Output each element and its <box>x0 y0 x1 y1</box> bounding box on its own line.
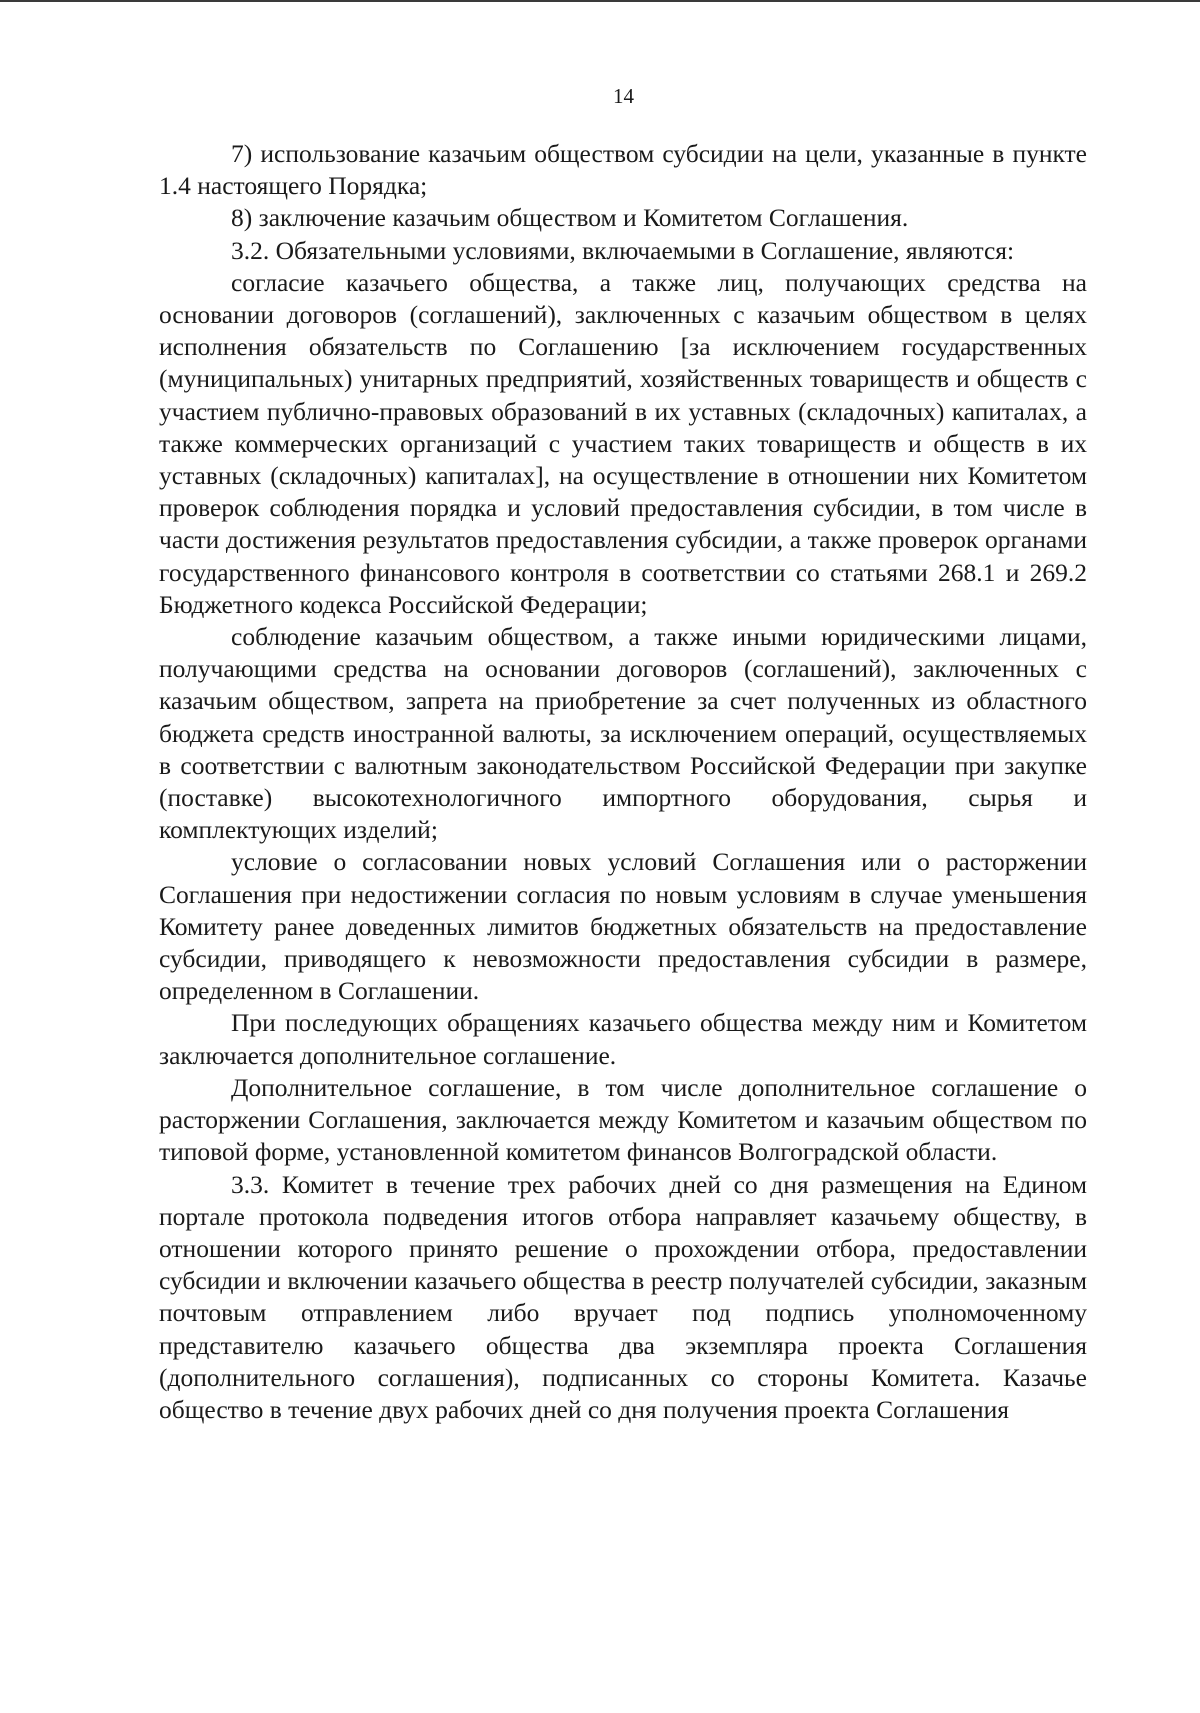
paragraph-consent-condition: согласие казачьего общества, а также лиц, получающих средства на основании договоров (соглашений), заключенных с казачьим обществом в целях исполнения обязательств по Соглашению [за исключением государственных (муниципальных) унитарных предприятий, хозяйственных товариществ и обществ с участием публично-правовых образований в их уставных (складочных) капиталах, а также коммерческих организаций с участием таких товариществ и обществ в их уставных (складочных) капиталах], на осуществление в отношении них Комитетом проверок соблюдения порядка и условий предоставления субсидии, в том числе в части достижения результатов предоставления субсидии, а также проверок органами государственного финансового контроля в соответствии со статьями 268.1 и 269.2 Бюджетного кодекса Российской Федерации; <box>159 267 1087 619</box>
paragraph-clause-3-3: 3.3. Комитет в течение трех рабочих дней со дня размещения на Едином портале протокола подведения итогов отбора направляет казачьему обществу, в отношении которого принято решение о прохождении отбора, предоставлении субсидии и включении казачьего общества в реестр получателей субсидии, заказным почтовым отправлением либо вручает под подпись уполномоченному представителю казачьего общества два экземпляра проекта Соглашения (дополнительного соглашения), подписанных со стороны Комитета. Казачье общество в течение двух рабочих дней со дня получения проекта Соглашения <box>159 1169 1087 1424</box>
paragraph-item-8: 8) заключение казачьим обществом и Комитетом Соглашения. <box>231 203 909 233</box>
paragraph-subsequent-requests: При последующих обращениях казачьего общества между ним и Комитетом заключается дополнительное соглашение. <box>159 1008 1087 1070</box>
page-number: 14 <box>613 84 634 108</box>
document-body <box>159 138 1087 1426</box>
paragraph-limits-condition: условие о согласовании новых условий Соглашения или о расторжении Соглашения при недостижении согласия по новым условиям в случае уменьшения Комитету ранее доведенных лимитов бюджетных обязательств на предоставление субсидии, приводящего к невозможности предоставления субсидии в размере, определенном в Соглашении. <box>159 847 1087 1006</box>
paragraph-clause-3-2: 3.2. Обязательными условиями, включаемыми в Соглашение, являются: <box>231 235 1015 265</box>
paragraph-additional-agreement: Дополнительное соглашение, в том числе дополнительное соглашение о расторжении Соглашения, заключается между Комитетом и казачьим обществом по типовой форме, установленной комитетом финансов Волгоградской области. <box>159 1072 1087 1167</box>
scan-top-edge <box>0 0 1200 2</box>
paragraph-item-7: 7) использование казачьим обществом субсидии на цели, указанные в пункте 1.4 настоящего Порядка; <box>159 139 1087 201</box>
paragraph-currency-restriction: соблюдение казачьим обществом, а также иными юридическими лицами, получающими средства на основании договоров (соглашений), заключенных с казачьим обществом, запрета на приобретение за счет полученных из областного бюджета средств иностранной валюты, за исключением операций, осуществляемых в соответствии с валютным законодательством Российской Федерации при закупке (поставке) высокотехнологичного импортного оборудования, сырья и комплектующих изделий; <box>159 622 1087 845</box>
